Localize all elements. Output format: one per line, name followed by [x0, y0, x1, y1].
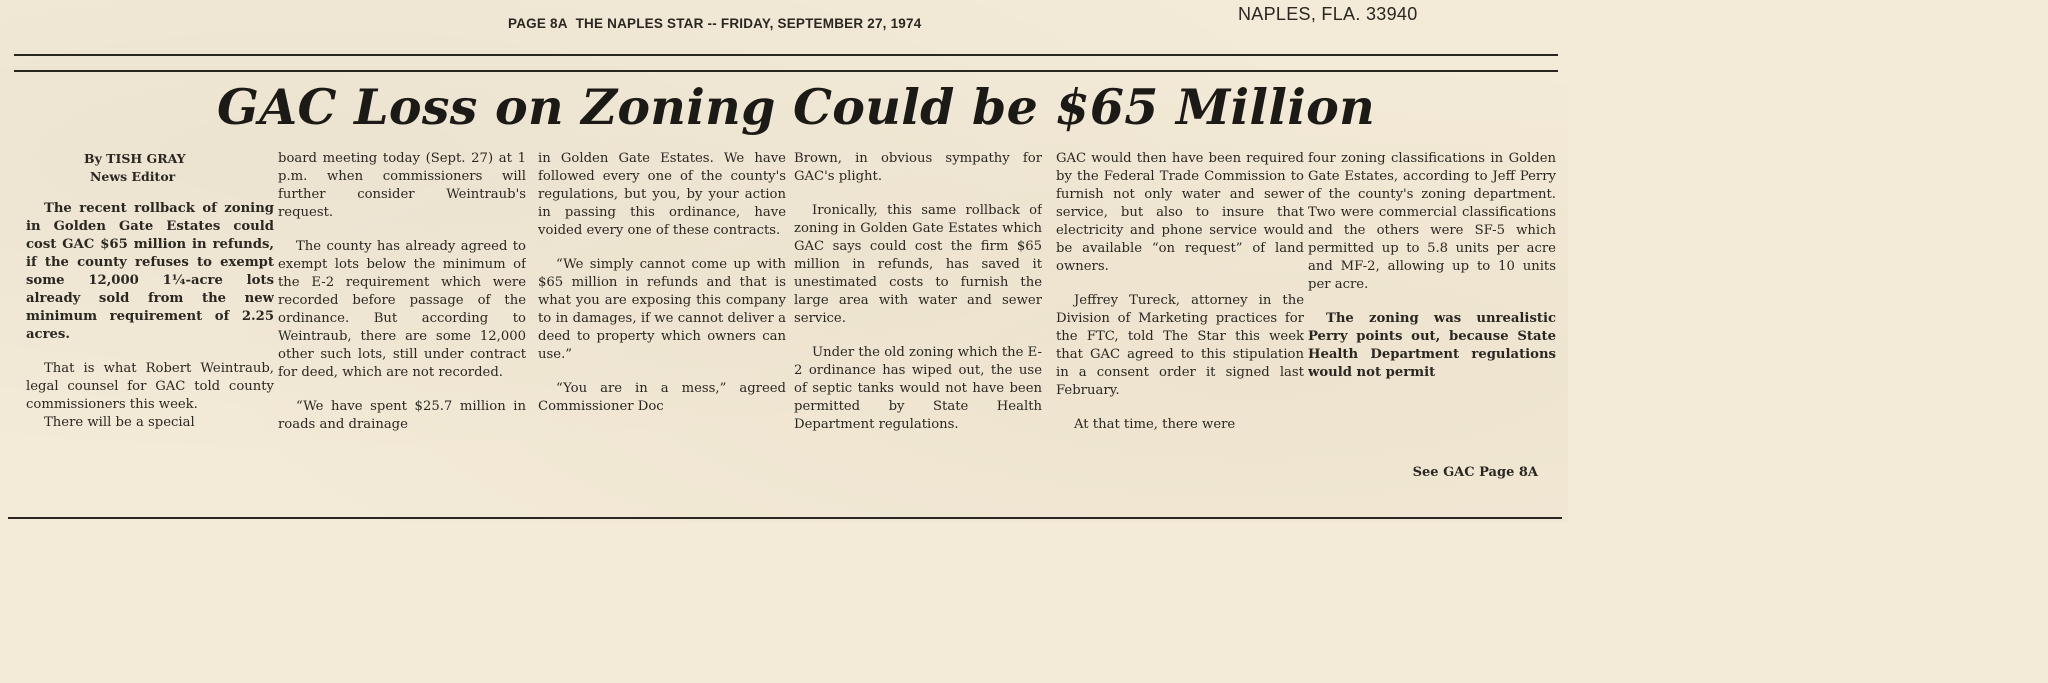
- article-column-4: [794, 150, 1042, 510]
- article-headline: GAC Loss on Zoning Could be $65 Million: [217, 78, 1376, 136]
- article-column-6: [1308, 150, 1556, 510]
- article-column-3: [538, 150, 786, 510]
- byline-name: By TISH GRAY: [84, 151, 186, 166]
- paragraph: Brown, in obvious sympathy for GAC's plight.: [794, 151, 1042, 184]
- paragraph: The county has already agreed to exempt lots below the minimum of the E-2 requirement which were recorded before passage of the ordinance. But according to Weintraub, there are some 12,000 other such lots, still under contract for deed, which are not recorded.: [278, 239, 526, 380]
- footer-rule: [8, 517, 1562, 519]
- paragraph: “You are in a mess,” agreed Commissioner Doc: [538, 381, 786, 414]
- header-rule-thick: [14, 70, 1558, 72]
- article-column-1: [26, 150, 274, 510]
- paragraph: in Golden Gate Estates. We have followed every one of the county's regulations, but you, by your action in passing this ordinance, have voided every one of these contracts.: [538, 151, 786, 238]
- paragraph: four zoning classifications in Golden Gate Estates, according to Jeff Perry of the county's zoning department. Two were commercial classifications and the others were SF-5 which permitted up to 5.8 units per acre and MF-2, allowing up to 10 units per acre.: [1308, 151, 1556, 292]
- paragraph: Ironically, this same rollback of zoning in Golden Gate Estates which GAC says could cost the firm $65 million in refunds, has saved it unestimated costs to furnish the large area with water and sewer service.: [794, 203, 1042, 326]
- article-column-5: [1056, 150, 1304, 510]
- paragraph: GAC would then have been required by the Federal Trade Commission to furnish not only water and sewer service, but also to insure that electricity and phone service would be available “on request” of land owners.: [1056, 151, 1304, 274]
- page-number: PAGE 8A: [508, 16, 568, 31]
- byline: [26, 150, 274, 186]
- page-header: [508, 16, 921, 31]
- publication-date: THE NAPLES STAR -- FRIDAY, SEPTEMBER 27, 1974: [575, 16, 922, 31]
- paragraph: “We simply cannot come up with $65 million in refunds and that is what you are exposing this company to in damages, if we cannot deliver a deed to property which owners can use.”: [538, 257, 786, 362]
- header-rule: [14, 54, 1558, 56]
- paragraph: At that time, there were: [1074, 417, 1236, 432]
- paragraph: That is what Robert Weintraub, legal counsel for GAC told county commissioners this week.: [26, 361, 274, 412]
- location-stamp: NAPLES, FLA. 33940: [1238, 4, 1418, 24]
- article-body: [14, 150, 1558, 510]
- paragraph: The zoning was unrealistic Perry points out, because State Health Department regulations would not permit: [1308, 311, 1556, 380]
- paragraph: There will be a special: [44, 415, 195, 430]
- paragraph: “We have spent $25.7 million in roads and drainage: [278, 399, 526, 432]
- paragraph: Jeffrey Tureck, attorney in the Division of Marketing practices for the FTC, told The Star this week that GAC agreed to this stipulation in a consent order it signed last February.: [1056, 293, 1304, 398]
- continuation-note: See GAC Page 8A: [1412, 465, 1538, 480]
- paragraph: The recent rollback of zoning in Golden Gate Estates could cost GAC $65 million in refunds, if the county refuses to exempt some 12,000 1¼-acre lots already sold from the new minimum requirement of 2.25 acres.: [26, 201, 274, 342]
- paragraph: board meeting today (Sept. 27) at 1 p.m. when commissioners will further consider Weintraub's request.: [278, 151, 526, 220]
- article-column-2: [278, 150, 526, 510]
- paragraph: Under the old zoning which the E-2 ordinance has wiped out, the use of septic tanks would not have been permitted by State Health Department regulations.: [794, 345, 1042, 432]
- byline-role: News Editor: [90, 169, 176, 184]
